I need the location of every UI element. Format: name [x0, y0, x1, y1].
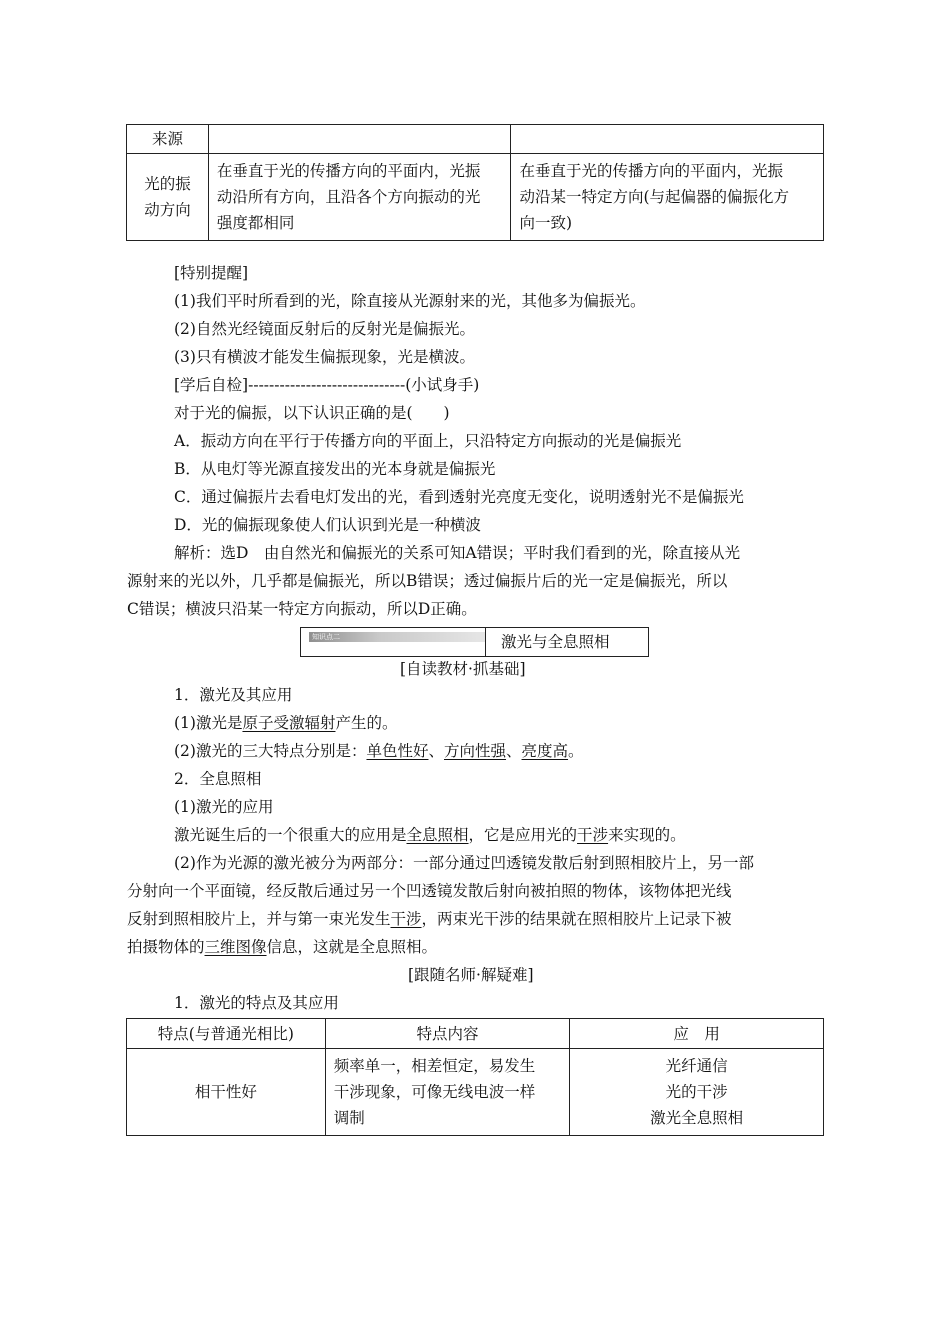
laser-p5-line: 分射向一个平面镜，经反散后通过另一个凹透镜发散后射向被拍照的物体，该物体把光线 — [127, 882, 732, 900]
table1-label-vibration: 光的振 动方向 — [127, 154, 209, 241]
analysis-line: 解析：选D 由自然光和偏振光的关系可知A错误；平时我们看到的光，除直接从光 — [174, 544, 741, 562]
section-title: 激光与全息照相 — [501, 633, 610, 651]
natural-light-vibration-cell: 在垂直于光的传播方向的平面内，光振 动沿所有方向，且沿各个方向振动的光 强度都相同 — [208, 154, 511, 241]
section-divider — [485, 628, 486, 656]
polarization-comparison-table — [126, 124, 824, 241]
analysis-line: C错误；横波只沿某一特定方向振动，所以D正确。 — [127, 600, 477, 618]
blank-answer: 干涉 — [577, 826, 609, 844]
blank-answer: 方向性强 — [444, 742, 507, 760]
subhead-self-read: [自读教材·抓基础] — [400, 660, 526, 678]
blank-answer: 原子受激辐射 — [242, 714, 336, 732]
table1-cell — [511, 125, 824, 154]
option-d: D．光的偏振现象使人们认识到光是一种横波 — [174, 516, 481, 534]
laser-features-table — [126, 1018, 824, 1136]
laser-p5-line: 反射到照相胶片上，并与第一束光发生干涉，两束光干涉的结果就在照相胶片上记录下被 — [127, 910, 732, 928]
selfcheck-question: 对于光的偏振，以下认识正确的是( ) — [174, 404, 450, 422]
table1-cell — [208, 125, 511, 154]
heading-holography: 2．全息照相 — [174, 770, 262, 788]
selfcheck-header: [学后自检]------------------------------(小试身手) — [174, 376, 480, 394]
application-cell: 光纤通信 光的干涉 激光全息照相 — [570, 1049, 824, 1136]
knowledge-point-tag: 知识点二 — [309, 632, 485, 642]
laser-p3: (1)激光的应用 — [174, 798, 274, 816]
blank-answer: 三维图像 — [204, 938, 267, 956]
option-c: C．通过偏振片去看电灯发出的光，看到透射光亮度无变化，说明透射光不是偏振光 — [174, 488, 744, 506]
reminder-item: (2)自然光经镜面反射后的反射光是偏振光。 — [174, 320, 475, 338]
section-header-box — [300, 627, 649, 657]
table1-label-source: 来源 — [127, 125, 209, 154]
content-cell: 频率单一，相差恒定，易发生 干涉现象，可像无线电波一样 调制 — [325, 1049, 570, 1136]
laser-p1: (1)激光是原子受激辐射产生的。 — [174, 714, 398, 732]
reminder-item: (1)我们平时所看到的光，除直接从光源射来的光，其他多为偏振光。 — [174, 292, 646, 310]
blank-answer: 亮度高 — [521, 742, 569, 760]
table2-header: 应 用 — [570, 1019, 824, 1049]
polarized-light-vibration-cell: 在垂直于光的传播方向的平面内，光振 动沿某一特定方向(与起偏器的偏振化方 向一致) — [511, 154, 824, 241]
laser-p5-line: 拍摄物体的三维图像信息，这就是全息照相。 — [127, 938, 438, 956]
blank-answer: 单色性好 — [366, 742, 429, 760]
heading-laser-features: 1．激光的特点及其应用 — [174, 994, 339, 1012]
blank-answer: 干涉 — [390, 910, 422, 928]
laser-p2: (2)激光的三大特点分别是：单色性好、方向性强、亮度高。 — [174, 742, 584, 760]
option-a: A．振动方向在平行于传播方向的平面上，只沿特定方向振动的光是偏振光 — [174, 432, 682, 450]
laser-p5-line: (2)作为光源的激光被分为两部分：一部分通过凹透镜发散后射到照相胶片上，另一部 — [174, 854, 754, 872]
analysis-line: 源射来的光以外，几乎都是偏振光，所以B错误；透过偏振片后的光一定是偏振光，所以 — [127, 572, 728, 590]
option-b: B．从电灯等光源直接发出的光本身就是偏振光 — [174, 460, 496, 478]
feature-cell: 相干性好 — [127, 1049, 326, 1136]
blank-answer: 全息照相 — [406, 826, 469, 844]
table2-header: 特点内容 — [325, 1019, 570, 1049]
heading-laser: 1．激光及其应用 — [174, 686, 293, 704]
table2-header: 特点(与普通光相比) — [127, 1019, 326, 1049]
subhead-teacher: [跟随名师·解疑难] — [408, 966, 534, 984]
reminder-title: [特别提醒] — [174, 264, 249, 282]
laser-p4: 激光诞生后的一个很重大的应用是全息照相，它是应用光的干涉来实现的。 — [174, 826, 686, 844]
reminder-item: (3)只有横波才能发生偏振现象，光是横波。 — [174, 348, 475, 366]
